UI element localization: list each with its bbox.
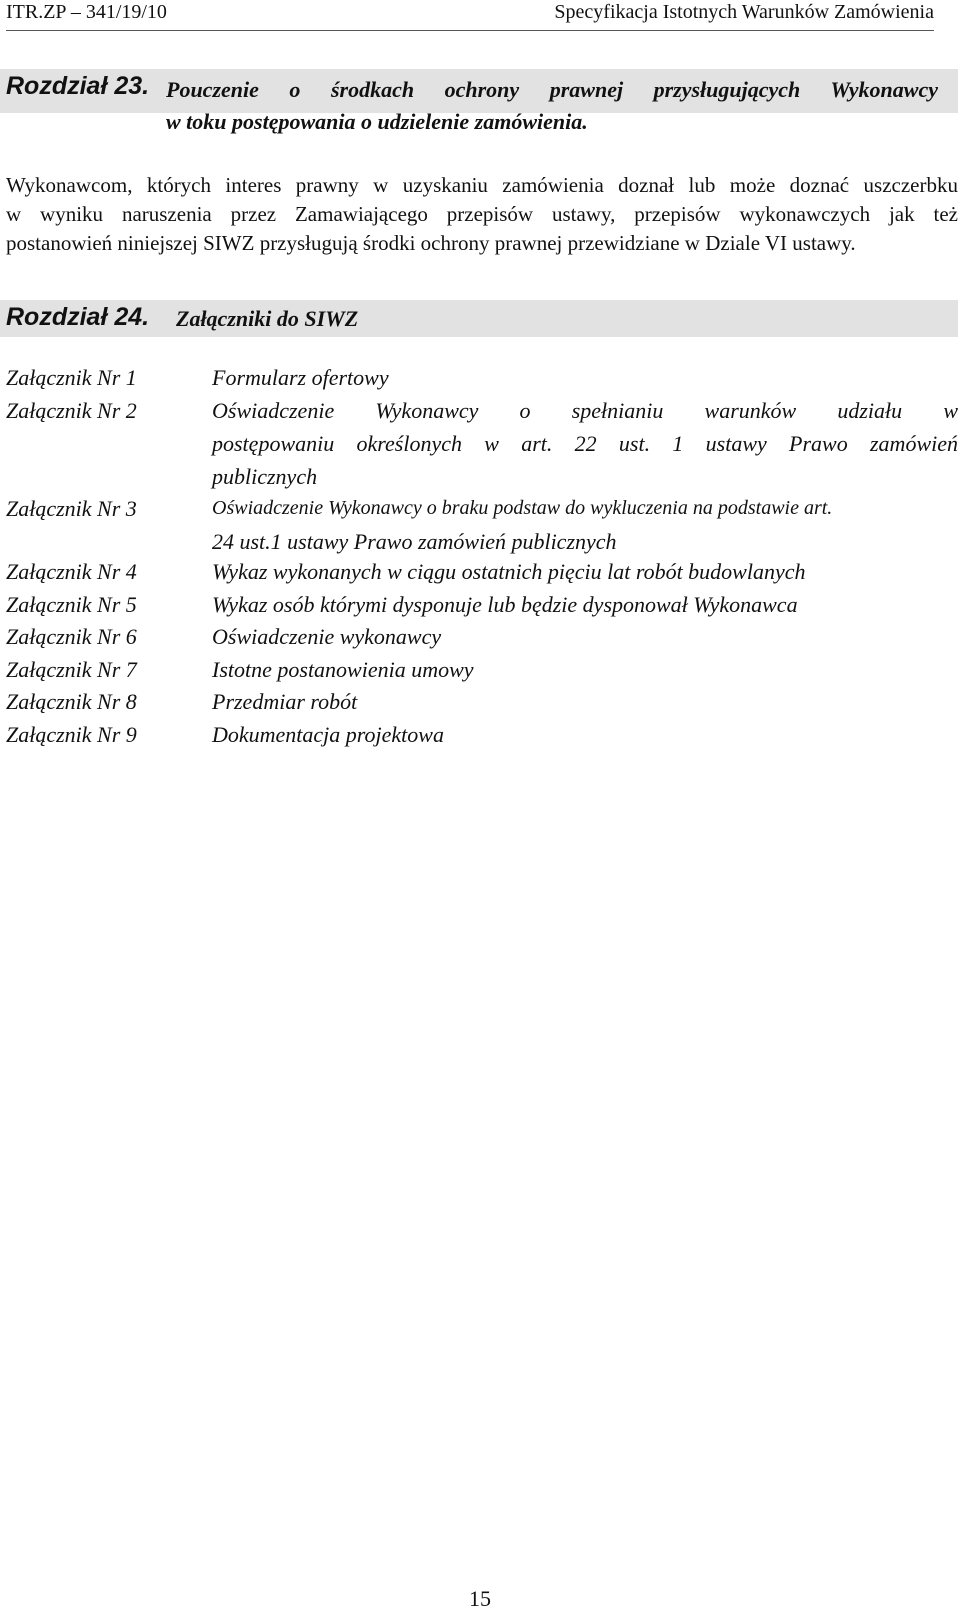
attachment-number: Załącznik Nr 6 [6,624,137,649]
document-reference: ITR.ZP – 341/19/10 [6,1,167,23]
attachment-description [212,588,958,621]
attachment-description-line: Wykaz osób którymi dysponuje lub będzie dysponował Wykonawca [212,592,798,617]
attachment-description-line: Istotne postanowienia umowy [212,657,474,682]
attachment-description-line: Oświadczenie wykonawcy [212,624,442,649]
page-header [6,0,934,31]
chapter-23-title-line1: Pouczenie o środkach ochrony prawnej przysługujących Wykonawcy [166,77,938,102]
attachment-number: Załącznik Nr 3 [6,496,137,521]
attachment-number: Załącznik Nr 2 [6,398,137,423]
attachment-description [212,361,958,394]
chapter-23-label: Rozdział 23. [6,72,150,100]
attachment-number: Załącznik Nr 1 [6,365,137,390]
chapter-23-title-line2: w toku postępowania o udzielenie zamówienia. [166,109,588,134]
attachment-description-line: Oświadczenie Wykonawcy o braku podstaw do wykluczenia na podstawie art. [212,497,833,519]
attachment-number: Załącznik Nr 5 [6,592,137,617]
attachment-description [212,555,958,588]
attachment-description-line: Wykaz wykonanych w ciągu ostatnich pięciu lat robót budowlanych [212,559,806,584]
attachment-number: Załącznik Nr 9 [6,722,137,747]
attachment-description [212,653,958,686]
document-title: Specyfikacja Istotnych Warunków Zamówienia [554,1,934,23]
attachment-description-line: postępowaniu określonych w art. 22 ust. 1 ustawy Prawo zamówień [212,431,958,456]
chapter-24-label: Rozdział 24. [6,303,150,331]
attachment-description-line: 24 ust.1 ustawy Prawo zamówień publicznych [212,529,617,554]
attachment-description [212,685,958,718]
attachment-number: Załącznik Nr 4 [6,559,137,584]
attachment-number: Załącznik Nr 7 [6,657,137,682]
attachment-description [212,620,958,653]
chapter-24-title: Załączniki do SIWZ [176,306,359,331]
chapter-23-heading [0,69,958,134]
legal-remedies-paragraph [6,171,958,258]
attachment-description [212,492,958,558]
attachment-description [212,394,958,493]
attachment-number: Załącznik Nr 8 [6,689,137,714]
paragraph-line: Wykonawcom, których interes prawny w uzyskaniu zamówienia doznał lub może doznać uszczerbku [6,173,958,197]
page-number: 15 [469,1586,491,1611]
attachment-description-line: Przedmiar robót [212,689,358,714]
attachment-description-line: Oświadczenie Wykonawcy o spełnianiu warunków udziału w [212,398,958,423]
attachment-description-line: Dokumentacja projektowa [212,722,444,747]
attachment-description [212,718,958,751]
attachment-description-line: Formularz ofertowy [212,365,389,390]
paragraph-line: w wyniku naruszenia przez Zamawiającego przepisów ustawy, przepisów wykonawczych jak też [6,202,958,226]
chapter-24-heading [0,300,958,337]
attachment-description-line: publicznych [212,464,318,489]
paragraph-line: postanowień niniejszej SIWZ przysługują środki ochrony prawnej przewidziane w Dziale VI ustawy. [6,231,856,255]
